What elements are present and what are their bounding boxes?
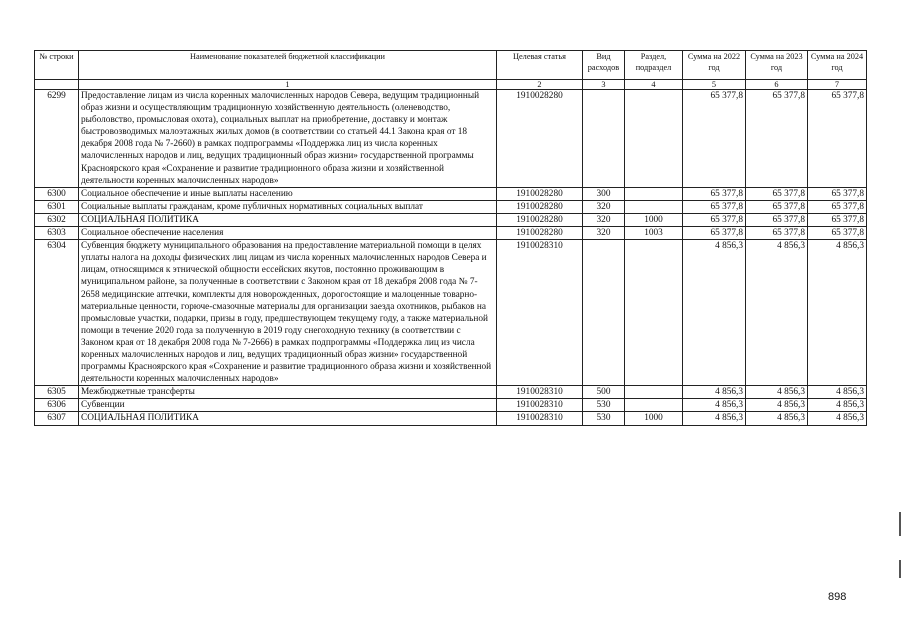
table-row (35, 200, 867, 213)
expense-type: 320 (583, 227, 625, 240)
indicator-name: СОЦИАЛЬНАЯ ПОЛИТИКА (79, 213, 497, 226)
expense-type: 530 (583, 399, 625, 412)
indicator-name: Социальное обеспечение и иные выплаты населению (79, 187, 497, 200)
sum-2022: 65 377,8 (683, 213, 746, 226)
table-row (35, 399, 867, 412)
target-article: 1910028310 (497, 386, 583, 399)
section-code (625, 200, 683, 213)
sum-2022: 4 856,3 (683, 386, 746, 399)
header-section: Раздел, подраздел (625, 51, 683, 80)
header-sum-2024: Сумма на 2024 год (808, 51, 867, 80)
header-expense-type: Вид расходов (583, 51, 625, 80)
row-number: 6306 (35, 399, 79, 412)
column-number: 4 (625, 80, 683, 90)
scan-edge-mark (899, 560, 901, 578)
table-row (35, 187, 867, 200)
section-code: 1000 (625, 412, 683, 425)
indicator-name: Межбюджетные трансферты (79, 386, 497, 399)
indicator-name: СОЦИАЛЬНАЯ ПОЛИТИКА (79, 412, 497, 425)
section-code (625, 90, 683, 188)
sum-2023: 65 377,8 (746, 227, 808, 240)
indicator-name: Социальное обеспечение населения (79, 227, 497, 240)
target-article: 1910028280 (497, 200, 583, 213)
sum-2023: 65 377,8 (746, 187, 808, 200)
table-row (35, 227, 867, 240)
row-number: 6299 (35, 90, 79, 188)
column-number (35, 80, 79, 90)
sum-2022: 65 377,8 (683, 90, 746, 188)
row-number: 6307 (35, 412, 79, 425)
row-number: 6304 (35, 240, 79, 386)
expense-type: 530 (583, 412, 625, 425)
expense-type: 320 (583, 213, 625, 226)
budget-table (34, 50, 867, 426)
sum-2023: 65 377,8 (746, 90, 808, 188)
column-number: 7 (808, 80, 867, 90)
column-number: 2 (497, 80, 583, 90)
header-target-article: Целевая статья (497, 51, 583, 80)
sum-2023: 4 856,3 (746, 386, 808, 399)
header-sum-2023: Сумма на 2023 год (746, 51, 808, 80)
row-number: 6300 (35, 187, 79, 200)
sum-2023: 4 856,3 (746, 240, 808, 386)
sum-2024: 65 377,8 (808, 90, 867, 188)
section-code: 1000 (625, 213, 683, 226)
expense-type (583, 90, 625, 188)
expense-type: 500 (583, 386, 625, 399)
sum-2024: 65 377,8 (808, 227, 867, 240)
section-code (625, 399, 683, 412)
target-article: 1910028280 (497, 213, 583, 226)
column-number: 5 (683, 80, 746, 90)
sum-2024: 4 856,3 (808, 240, 867, 386)
indicator-name: Субвенции (79, 399, 497, 412)
column-number: 6 (746, 80, 808, 90)
target-article: 1910028310 (497, 399, 583, 412)
indicator-name: Субвенция бюджету муниципального образования на предоставление материальной помощи в целях уплаты налога на доходы физических лиц лицам из числа коренных малочисленных народов Севера и лицам, относящимся к этнической общности ессейских якутов, постоянно проживающим в муниципальном районе, за полученные в соответствии с Законом края от 18 декабря 2008 года № 7-2658 медицинские аптечки, комплекты для новорожденных, дорогостоящие и малоценные товарно-материальные ценности, горюче-смазочные материалы для организации заезда охотников, рыбаков на промысловые участки, подарки, призы в году, предшествующем текущему году, а также материальной помощи в течение 2020 года за полученную в 2019 году снегоходную технику (в соответствии с Законом края от 18 декабря 2008 года № 7-2666) в рамках подпрограммы «Поддержка лиц из числа коренных малочисленных народов и лиц, ведущих традиционный образ жизни» государственной программы Красноярского края «Сохранение и развитие традиционного образа жизни и хозяйственной деятельности коренных малочисленных народов» (79, 240, 497, 386)
sum-2024: 65 377,8 (808, 187, 867, 200)
section-code: 1003 (625, 227, 683, 240)
table-row (35, 240, 867, 386)
target-article: 1910028280 (497, 187, 583, 200)
column-number: 1 (79, 80, 497, 90)
row-number: 6305 (35, 386, 79, 399)
table-row (35, 412, 867, 425)
expense-type: 320 (583, 200, 625, 213)
target-article: 1910028280 (497, 227, 583, 240)
header-row-number: № строки (35, 51, 79, 80)
target-article: 1910028310 (497, 240, 583, 386)
sum-2023: 65 377,8 (746, 200, 808, 213)
sum-2022: 65 377,8 (683, 187, 746, 200)
sum-2022: 4 856,3 (683, 412, 746, 425)
indicator-name: Предоставление лицам из числа коренных малочисленных народов Севера, ведущим традиционный образ жизни и осуществляющим традиционную хозяйственную деятельность (оленеводство, рыболовство, промысловая охота), социальных выплат на приобретение, доставку и монтаж быстровозводимых малоэтажных жилых домов (в соответствии со статьей 44.1 Закона края от 18 декабря 2008 года № 7-2660) в рамках подпрограммы «Поддержка лиц из числа коренных малочисленных народов и лиц, ведущих традиционный образ жизни» государственной программы Красноярского края «Сохранение и развитие традиционного образа жизни и хозяйственной деятельности коренных малочисленных народов» (79, 90, 497, 188)
target-article: 1910028280 (497, 90, 583, 188)
column-number-row (35, 80, 867, 90)
table-row (35, 213, 867, 226)
table-row (35, 386, 867, 399)
sum-2024: 65 377,8 (808, 213, 867, 226)
row-number: 6303 (35, 227, 79, 240)
sum-2024: 4 856,3 (808, 399, 867, 412)
target-article: 1910028310 (497, 412, 583, 425)
sum-2022: 65 377,8 (683, 227, 746, 240)
page-number: 898 (828, 591, 847, 603)
section-code (625, 386, 683, 399)
expense-type (583, 240, 625, 386)
sum-2024: 65 377,8 (808, 200, 867, 213)
row-number: 6301 (35, 200, 79, 213)
column-number: 3 (583, 80, 625, 90)
section-code (625, 187, 683, 200)
header-row (35, 51, 867, 80)
table-row (35, 90, 867, 188)
sum-2023: 4 856,3 (746, 412, 808, 425)
section-code (625, 240, 683, 386)
expense-type: 300 (583, 187, 625, 200)
sum-2024: 4 856,3 (808, 386, 867, 399)
indicator-name: Социальные выплаты гражданам, кроме публичных нормативных социальных выплат (79, 200, 497, 213)
sum-2022: 65 377,8 (683, 200, 746, 213)
header-sum-2022: Сумма на 2022 год (683, 51, 746, 80)
sum-2022: 4 856,3 (683, 399, 746, 412)
sum-2024: 4 856,3 (808, 412, 867, 425)
sum-2023: 4 856,3 (746, 399, 808, 412)
header-indicator-name: Наименование показателей бюджетной классификации (79, 51, 497, 80)
sum-2023: 65 377,8 (746, 213, 808, 226)
scan-edge-mark (899, 512, 901, 536)
sum-2022: 4 856,3 (683, 240, 746, 386)
row-number: 6302 (35, 213, 79, 226)
